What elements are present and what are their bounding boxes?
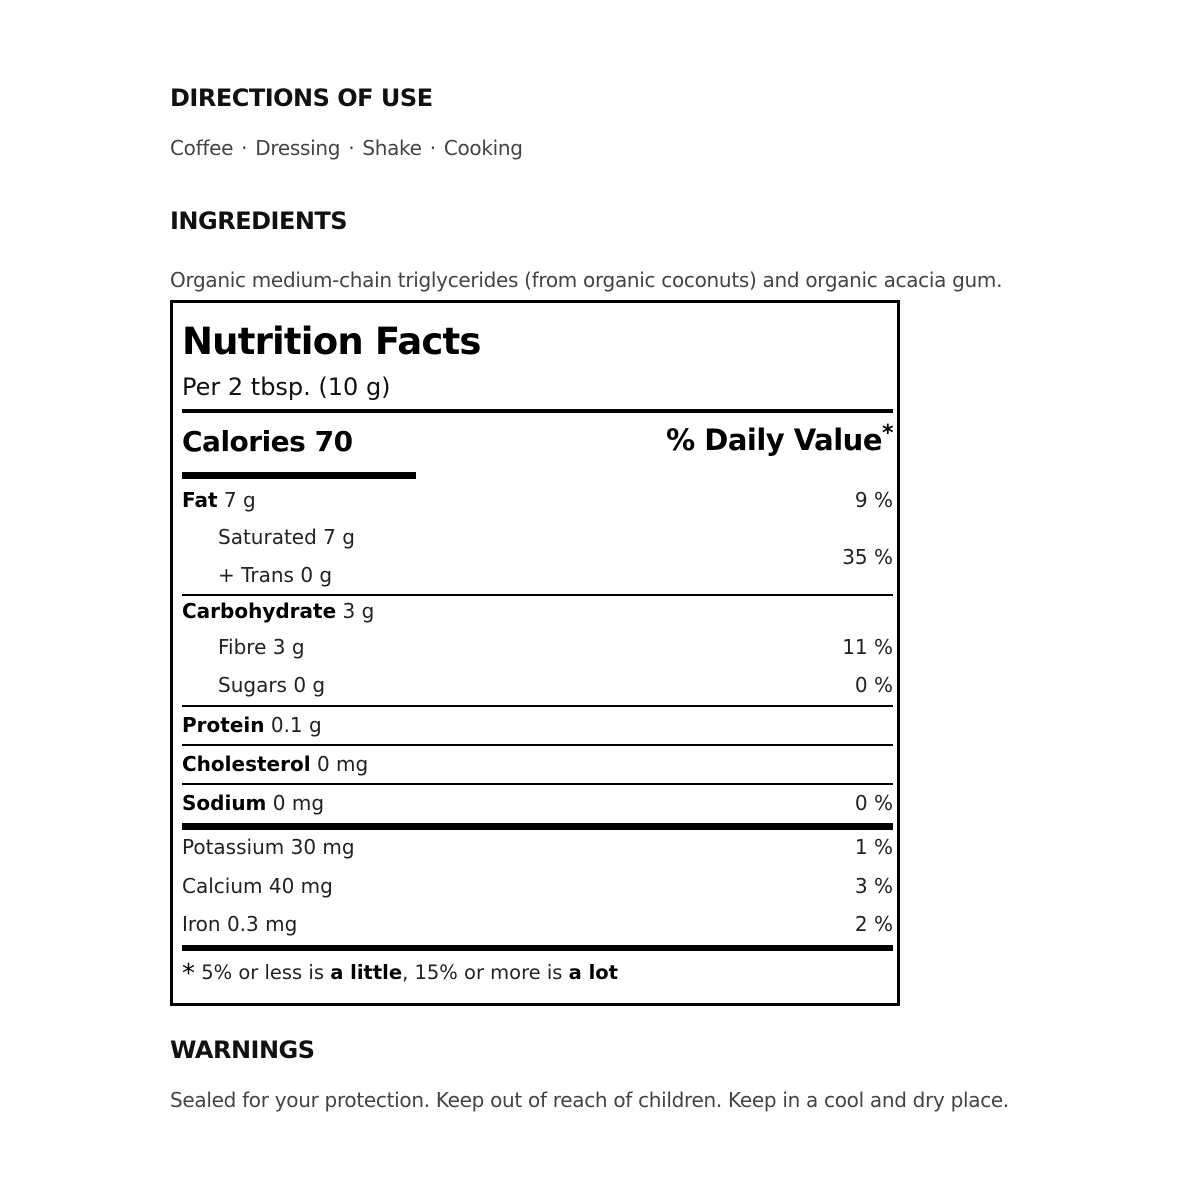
directions-list [170, 136, 523, 160]
nutrient-name: Protein [182, 713, 265, 737]
nutrient-amount: 3 g [342, 599, 375, 623]
thick-divider [182, 945, 893, 951]
sat-trans-dv: 35 % [842, 545, 893, 569]
fat-row [182, 488, 256, 512]
daily-value-header [666, 421, 893, 457]
nutrient-amount: 0 mg [272, 791, 325, 815]
serving-size: Per 2 tbsp. (10 g) [182, 373, 391, 401]
fibre-dv: 11 % [842, 635, 893, 659]
divider [182, 783, 893, 785]
protein-row [182, 713, 322, 737]
nutrient-name: Sodium [182, 791, 267, 815]
fibre-row: Fibre 3 g [218, 635, 305, 659]
nutrition-facts-table [170, 300, 900, 1006]
potassium-dv: 1 % [854, 835, 893, 859]
nutrition-title: Nutrition Facts [182, 320, 481, 363]
separator: · [241, 136, 248, 160]
divider [182, 744, 893, 746]
direction-item: Dressing [255, 136, 341, 160]
direction-item: Coffee [170, 136, 234, 160]
ingredients-text: Organic medium-chain triglycerides (from organic coconuts) and organic acacia gum. [170, 268, 1003, 292]
thick-divider [182, 823, 893, 830]
footnote-star: * [182, 959, 195, 989]
calcium-row: Calcium 40 mg [182, 874, 333, 898]
divider [182, 594, 893, 596]
cholesterol-row [182, 752, 368, 776]
calcium-dv: 3 % [854, 874, 893, 898]
saturated-row: Saturated 7 g [218, 525, 355, 549]
sugars-row: Sugars 0 g [218, 673, 326, 697]
warnings-text: Sealed for your protection. Keep out of reach of children. Keep in a cool and dry place. [170, 1088, 1009, 1112]
ingredients-heading: INGREDIENTS [170, 207, 348, 235]
warnings-heading: WARNINGS [170, 1036, 315, 1064]
nutrient-name: Fat [182, 488, 218, 512]
footnote-text: 5% or less is [201, 961, 324, 984]
calories: Calories 70 [182, 425, 353, 458]
daily-value-mark: * [881, 421, 893, 446]
daily-value-footnote [182, 959, 618, 989]
footnote-little: a little [330, 961, 403, 984]
nutrient-name: Carbohydrate [182, 599, 337, 623]
directions-heading: DIRECTIONS OF USE [170, 84, 433, 112]
direction-item: Cooking [443, 136, 523, 160]
calories-divider [182, 472, 416, 479]
potassium-row: Potassium 30 mg [182, 835, 355, 859]
footnote-lot: a lot [568, 961, 619, 984]
divider [182, 409, 893, 413]
separator: · [429, 136, 436, 160]
iron-row: Iron 0.3 mg [182, 912, 298, 936]
fat-dv: 9 % [854, 488, 893, 512]
sugars-dv: 0 % [854, 673, 893, 697]
nutrient-amount: 7 g [223, 488, 256, 512]
nutrient-amount: 0 mg [316, 752, 369, 776]
daily-value-label: % Daily Value [666, 423, 882, 457]
carbohydrate-row [182, 599, 374, 623]
nutrient-amount: 0.1 g [270, 713, 322, 737]
sodium-dv: 0 % [854, 791, 893, 815]
sodium-row [182, 791, 324, 815]
iron-dv: 2 % [854, 912, 893, 936]
nutrient-name: Cholesterol [182, 752, 311, 776]
divider [182, 705, 893, 707]
separator: · [348, 136, 355, 160]
trans-row: + Trans 0 g [218, 563, 333, 587]
direction-item: Shake [362, 136, 422, 160]
footnote-text: , 15% or more is [402, 961, 563, 984]
